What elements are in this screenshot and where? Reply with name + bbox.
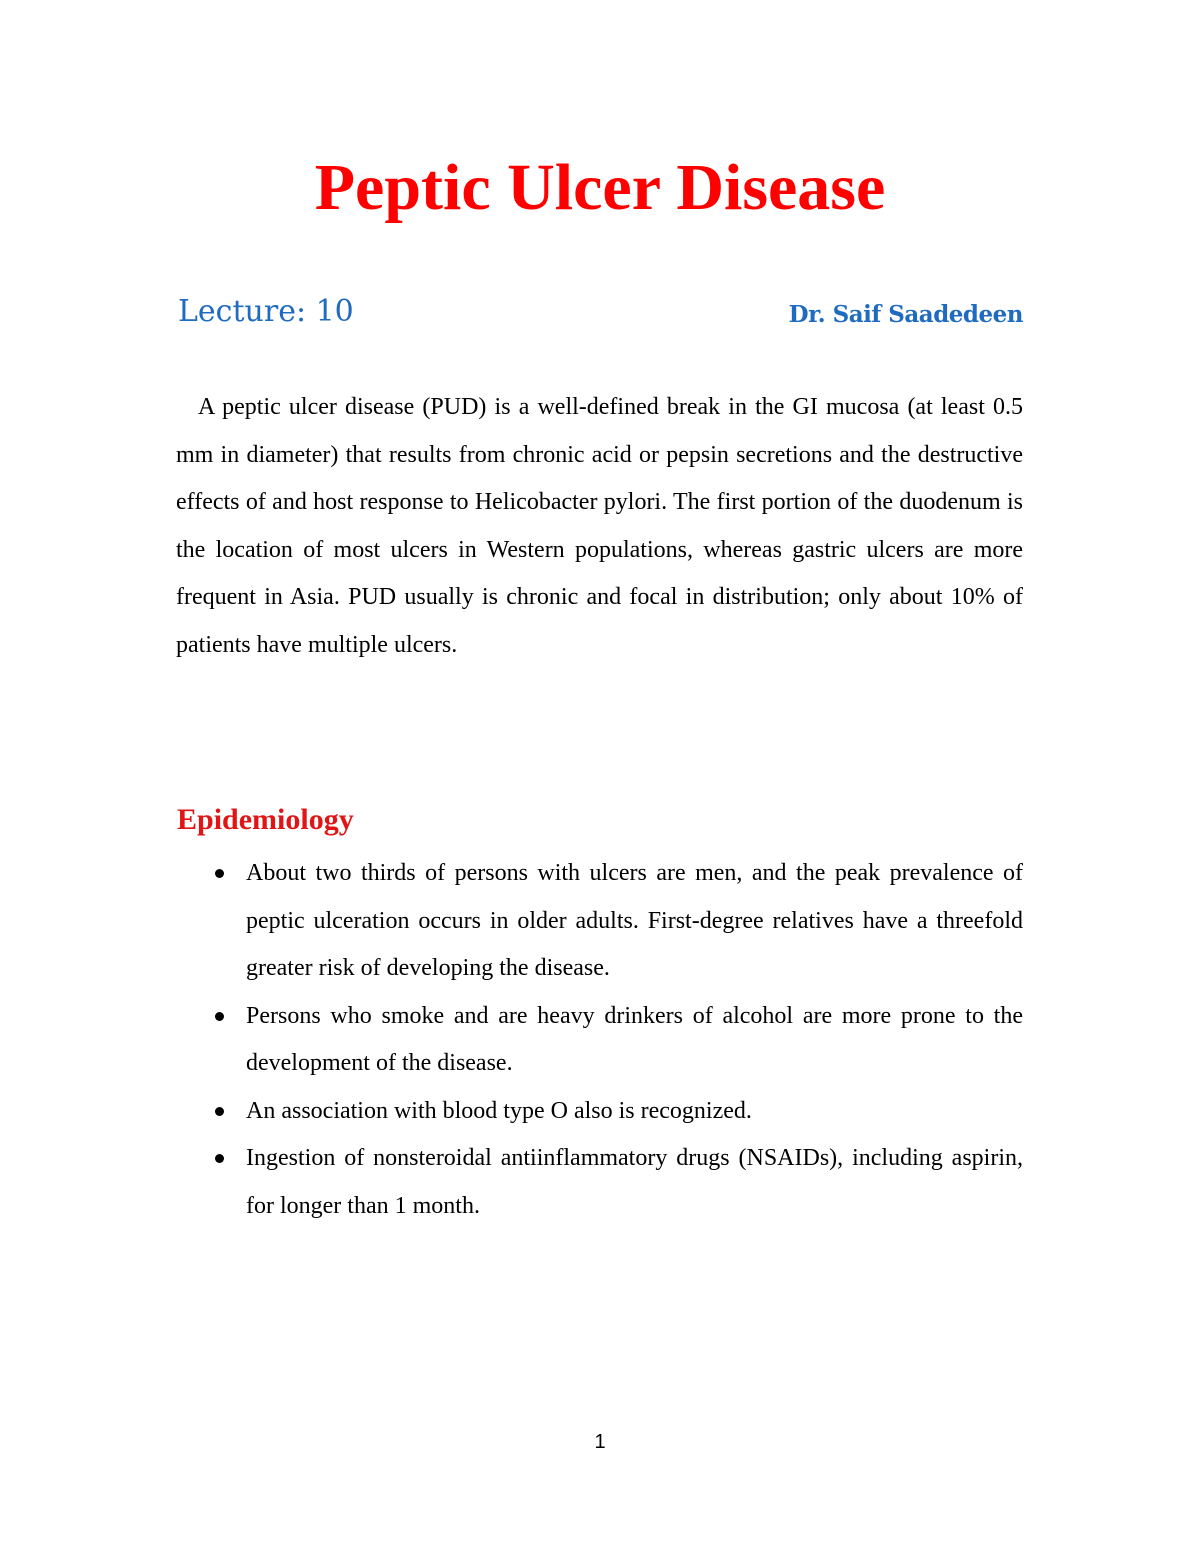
list-item-text: About two thirds of persons with ulcers are men, and the peak prevalence of peptic ulceration occurs in older adults. First-degree relatives have a threefold greater risk of developing the disease.: [246, 860, 1023, 981]
bullet-dot-icon: [215, 1107, 224, 1116]
intro-paragraph: A peptic ulcer disease (PUD) is a well-defined break in the GI mucosa (at least 0.5 mm in diameter) that results from chronic acid or pepsin secretions and the destructive effects of and host response to Helicobacter pylori. The first portion of the duodenum is the location of most ulcers in Western populations, whereas gastric ulcers are more frequent in Asia. PUD usually is chronic and focal in distribution; only about 10% of patients have multiple ulcers.: [176, 394, 1023, 658]
list-item-text: Persons who smoke and are heavy drinkers of alcohol are more prone to the development of the disease.: [246, 1002, 1023, 1076]
list-item-text: Ingestion of nonsteroidal antiinflammatory drugs (NSAIDs), including aspirin, for longer than 1 month.: [246, 1145, 1023, 1219]
epidemiology-heading: Epidemiology: [177, 803, 354, 836]
list-item-text: An association with blood type O also is recognized.: [246, 1097, 752, 1124]
list-item: [177, 850, 1023, 993]
bullet-dot-icon: [215, 1012, 224, 1021]
list-item: [177, 993, 1023, 1088]
bullet-dot-icon: [215, 869, 224, 878]
author-name: Dr. Saif Saadedeen: [788, 301, 1023, 328]
epidemiology-list: [177, 850, 1023, 1230]
lecture-header: [178, 292, 1023, 336]
bullet-dot-icon: [215, 1154, 224, 1163]
lecture-number: Lecture: 10: [178, 294, 354, 329]
document-title: Peptic Ulcer Disease: [314, 151, 886, 224]
list-item: [177, 1135, 1023, 1230]
list-item: [177, 1088, 1023, 1136]
page-number: 1: [594, 1431, 606, 1453]
